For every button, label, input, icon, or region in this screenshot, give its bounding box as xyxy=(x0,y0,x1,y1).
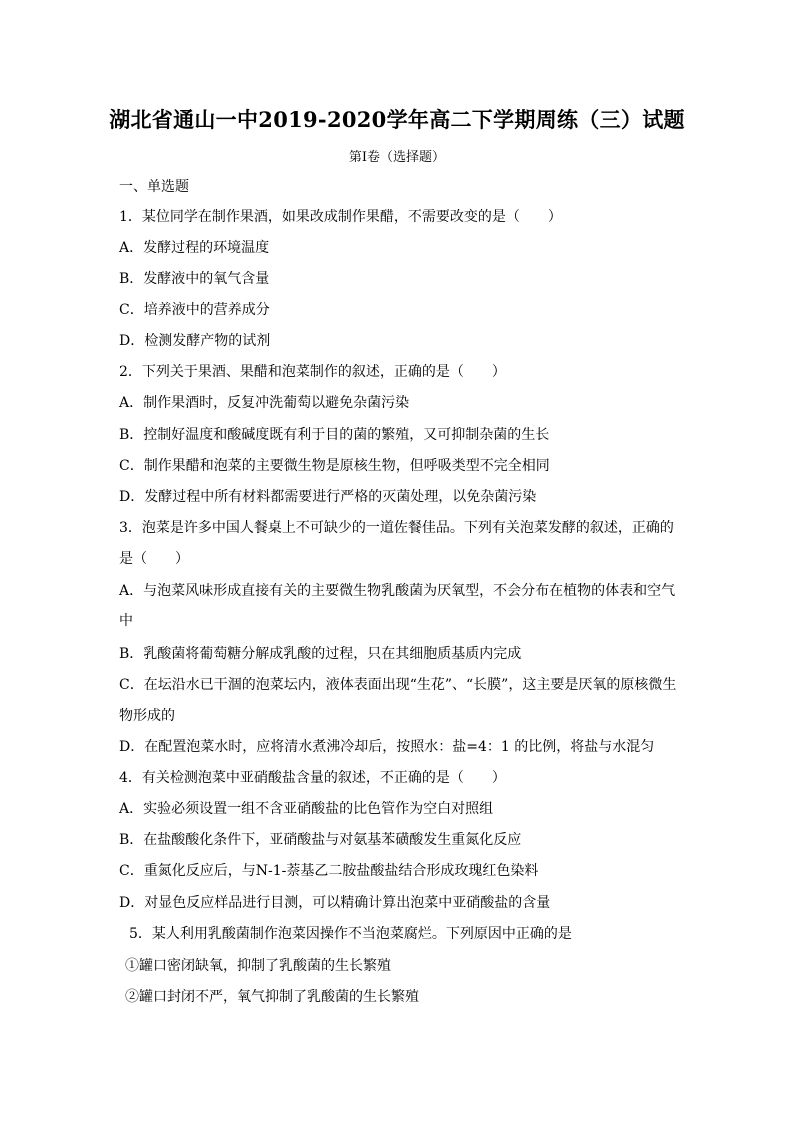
question-3-option-a-line2: 中 xyxy=(119,613,133,629)
question-3-option-c-line1: C．在坛沿水已干涸的泡菜坛内，液体表面出现“生花”、“长膜”，这主要是厌氧的原核微生 xyxy=(119,677,677,693)
question-1-stem: 1．某位同学在制作果酒，如果改成制作果醋，不需要改变的是（ ） xyxy=(119,209,562,225)
question-2-option-b: B．控制好温度和酸碱度既有利于目的菌的繁殖，又可抑制杂菌的生长 xyxy=(119,427,550,443)
question-2-option-d: D．发酵过程中所有材料都需要进行严格的灭菌处理，以免杂菌污染 xyxy=(119,489,537,505)
question-5-item-1: ①罐口密闭缺氧，抑制了乳酸菌的生长繁殖 xyxy=(125,958,391,974)
question-1-option-d: D．检测发酵产物的试剂 xyxy=(119,333,271,349)
section-subtitle: 第I卷（选择题） xyxy=(348,150,446,165)
question-3-stem-line2: 是（ ） xyxy=(119,551,189,567)
question-2-option-c: C．制作果醋和泡菜的主要微生物是原核生物，但呼吸类型不完全相同 xyxy=(119,458,550,474)
question-1-option-a: A．发酵过程的环境温度 xyxy=(119,240,270,256)
question-5-stem: 5．某人利用乳酸菌制作泡菜因操作不当泡菜腐烂。下列原因中正确的是 xyxy=(129,926,572,942)
question-3-option-c-line2: 物形成的 xyxy=(119,708,175,724)
question-2-option-a: A．制作果酒时，反复冲洗葡萄以避免杂菌污染 xyxy=(119,395,410,411)
question-1-option-b: B．发酵液中的氧气含量 xyxy=(119,271,270,287)
question-4-option-d: D．对显色反应样品进行目测，可以精确计算出泡菜中亚硝酸盐的含量 xyxy=(119,895,551,911)
page-title: 湖北省通山一中2019-2020学年高二下学期周练（三）试题 xyxy=(109,107,685,132)
question-5-item-2: ②罐口封闭不严，氧气抑制了乳酸菌的生长繁殖 xyxy=(125,989,419,1005)
question-4-option-c: C．重氮化反应后，与N-1-萘基乙二胺盐酸盐结合形成玫瑰红色染料 xyxy=(119,863,539,879)
question-4-stem: 4．有关检测泡菜中亚硝酸盐含量的叙述，不正确的是（ ） xyxy=(119,770,506,786)
question-2-stem: 2．下列关于果酒、果醋和泡菜制作的叙述，正确的是（ ） xyxy=(119,364,506,380)
question-4-option-a: A．实验必须设置一组不含亚硝酸盐的比色管作为空白对照组 xyxy=(119,801,494,817)
question-3-option-b: B．乳酸菌将葡萄糖分解成乳酸的过程，只在其细胞质基质内完成 xyxy=(119,646,522,662)
question-3-stem-line1: 3．泡菜是许多中国人餐桌上不可缺少的一道佐餐佳品。下列有关泡菜发酵的叙述，正确的 xyxy=(119,520,674,536)
question-1-option-c: C．培养液中的营养成分 xyxy=(119,302,270,318)
section-heading: 一、单选题 xyxy=(119,179,189,195)
question-3-option-a-line1: A．与泡菜风味形成直接有关的主要微生物乳酸菌为厌氧型，不会分布在植物的体表和空气 xyxy=(119,583,676,599)
question-4-option-b: B．在盐酸酸化条件下，亚硝酸盐与对氨基苯磺酸发生重氮化反应 xyxy=(119,832,522,848)
question-3-option-d: D．在配置泡菜水时，应将清水煮沸冷却后，按照水：盐=4：1 的比例，将盐与水混匀 xyxy=(119,739,655,755)
